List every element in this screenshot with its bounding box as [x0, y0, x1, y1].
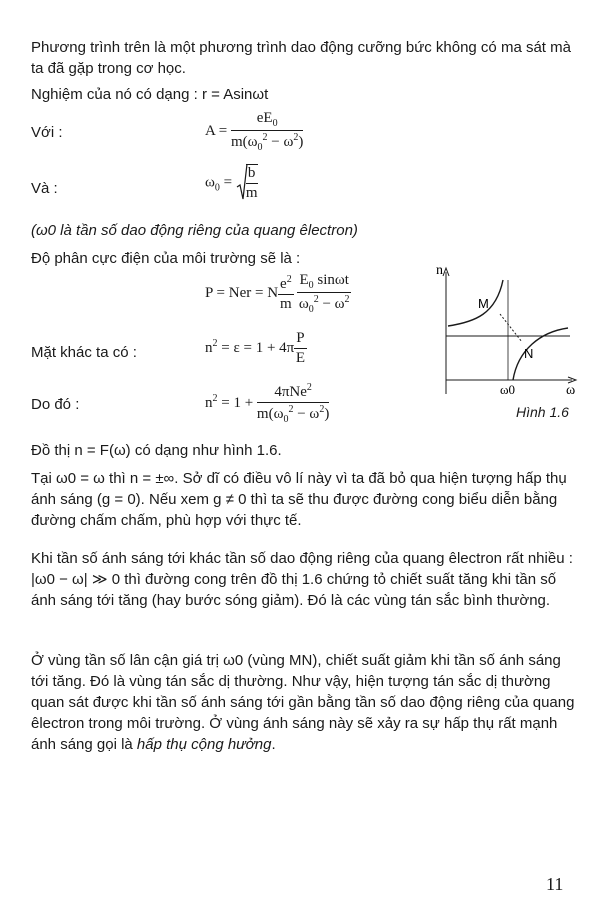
omega0-tick-label: ω0 [500, 382, 516, 397]
polarization-text: Độ phân cực điện của môi trường sẽ là : [31, 250, 301, 267]
omega0-num: b [246, 165, 258, 184]
x-label: ω [566, 383, 576, 398]
pol-f2-num-tail: sinωt [313, 272, 349, 288]
y-label: n [436, 263, 443, 278]
disp-den-pre: m(ω [256, 406, 284, 422]
disp-den-end: ) [324, 406, 330, 422]
omega0-den: m [245, 185, 258, 201]
dispersion-formula: $n^2 = 1$ + $\frac{4\pi Ne^2}{m(\omega_0^2 - \omega^2)}$ [205, 382, 330, 425]
amplitude-den-pre: m(ω [230, 134, 258, 150]
anomalous-text: Ở vùng tần số lân cận giá trị ω0 (vùng MN), chiết suất giảm khi tần số ánh sáng tới tăng. Đó là vùng tán sắc dị thường. Như vậy, hiện tượng tán sắc dị thường quan sát được khi tần số ánh sáng tới gần bằng tần số dao động riêng của quang êlectron trong môi trường. Ở vùng ánh sáng này sẽ xảy ra sự hấp thụ rất mạnh ánh sáng gọi là [31, 652, 575, 753]
polarization-formula: P = Ner = N $\frac{e^2}{m}$ $\frac{E_0 \sin\omega t}{\omega_0^2 - \omega^2}$ [205, 272, 350, 315]
disp-rest: = 1 + [217, 394, 254, 411]
paragraph-infinity: Tại ω0 = ω thì n = ±∞. Sở dĩ có điều vô lí này vì ta đã bỏ qua hiện tượng hấp thụ ánh sáng (g = 0). Nếu xem g ≠ 0 thì ta sẽ thu được đường cong biểu diễn bằng đường chấm chấm, phù hợp với thực tế. [31, 470, 567, 529]
figure-1-6 [430, 262, 580, 402]
disp-n: n [205, 394, 213, 411]
omega0-formula: $\omega_0$ = $\frac{b}{m}$ [205, 165, 258, 201]
index-rest: = ε = 1 + 4π [217, 339, 295, 356]
amplitude-formula: A = $\frac{eE_0}{m(\omega_0^2 - \omega^2)}$ [205, 110, 304, 153]
paragraph-graph: Đồ thị n = F(ω) có dạng như hình 1.6. [31, 442, 282, 459]
pol-f1-den: m [280, 296, 292, 312]
disp-den-post: − ω [293, 406, 320, 422]
omega0-lhs: ω [205, 174, 215, 191]
paragraph-intro: Phương trình trên là một phương trình dao động cưỡng bức không có ma sát mà ta đã gặp trong cơ học. [31, 39, 571, 77]
omega0-note: (ω0 là tần số dao động riêng của quang êlectron) [31, 222, 358, 239]
pol-f2-num: E [299, 272, 309, 288]
paragraph-normal-dispersion: Khi tần số ánh sáng tới khác tần số dao động riêng của quang êlectron rất nhiều : |ω0 − ω| ≫ 0 thì đường cong trên đồ thị 1.6 chứng tỏ chiết suất tăng khi tần số ánh sáng tới tăng (hay bước sóng giảm). Đó là các vùng tán sắc bình thường. [31, 550, 573, 609]
dodo-label: Do đó : [31, 396, 80, 413]
point-m-label: M [478, 296, 489, 311]
solution-line: Nghiệm của nó có dạng : r = Asinωt [31, 86, 269, 103]
va-label: Và : [31, 180, 58, 197]
dotted-transition [500, 314, 522, 342]
pol-f2-den: ω [298, 296, 309, 312]
amplitude-den-end: ) [298, 134, 304, 150]
index-num: P [294, 330, 306, 349]
paragraph-anomalous-dispersion [31, 650, 579, 755]
resonance-term: hấp thụ cộng hưởng [136, 736, 272, 753]
matkhac-label: Mặt khác ta có : [31, 344, 137, 361]
amplitude-lhs: A = [205, 122, 228, 139]
disp-num: 4πNe [274, 384, 307, 400]
amplitude-den-post: − ω [267, 134, 294, 150]
pol-f2-den-tail: − ω [318, 296, 345, 312]
page-number: 11 [546, 874, 564, 894]
index-formula: $n^2 = \varepsilon = 1 + 4\pi$ $\frac{P}{E}$ [205, 330, 306, 366]
polarization-lhs: P = Ner = N [205, 284, 279, 301]
voi-label: Với : [31, 124, 63, 141]
figure-caption: Hình 1.6 [516, 404, 569, 420]
point-n-label: N [524, 346, 534, 361]
curve-left [448, 280, 503, 326]
omega0-eq: = [223, 174, 233, 191]
pol-f1-num: e [280, 276, 287, 292]
amplitude-num: eE [256, 110, 273, 126]
anomalous-end: . [271, 736, 276, 753]
index-n: n [205, 339, 213, 356]
index-den: E [295, 350, 306, 366]
